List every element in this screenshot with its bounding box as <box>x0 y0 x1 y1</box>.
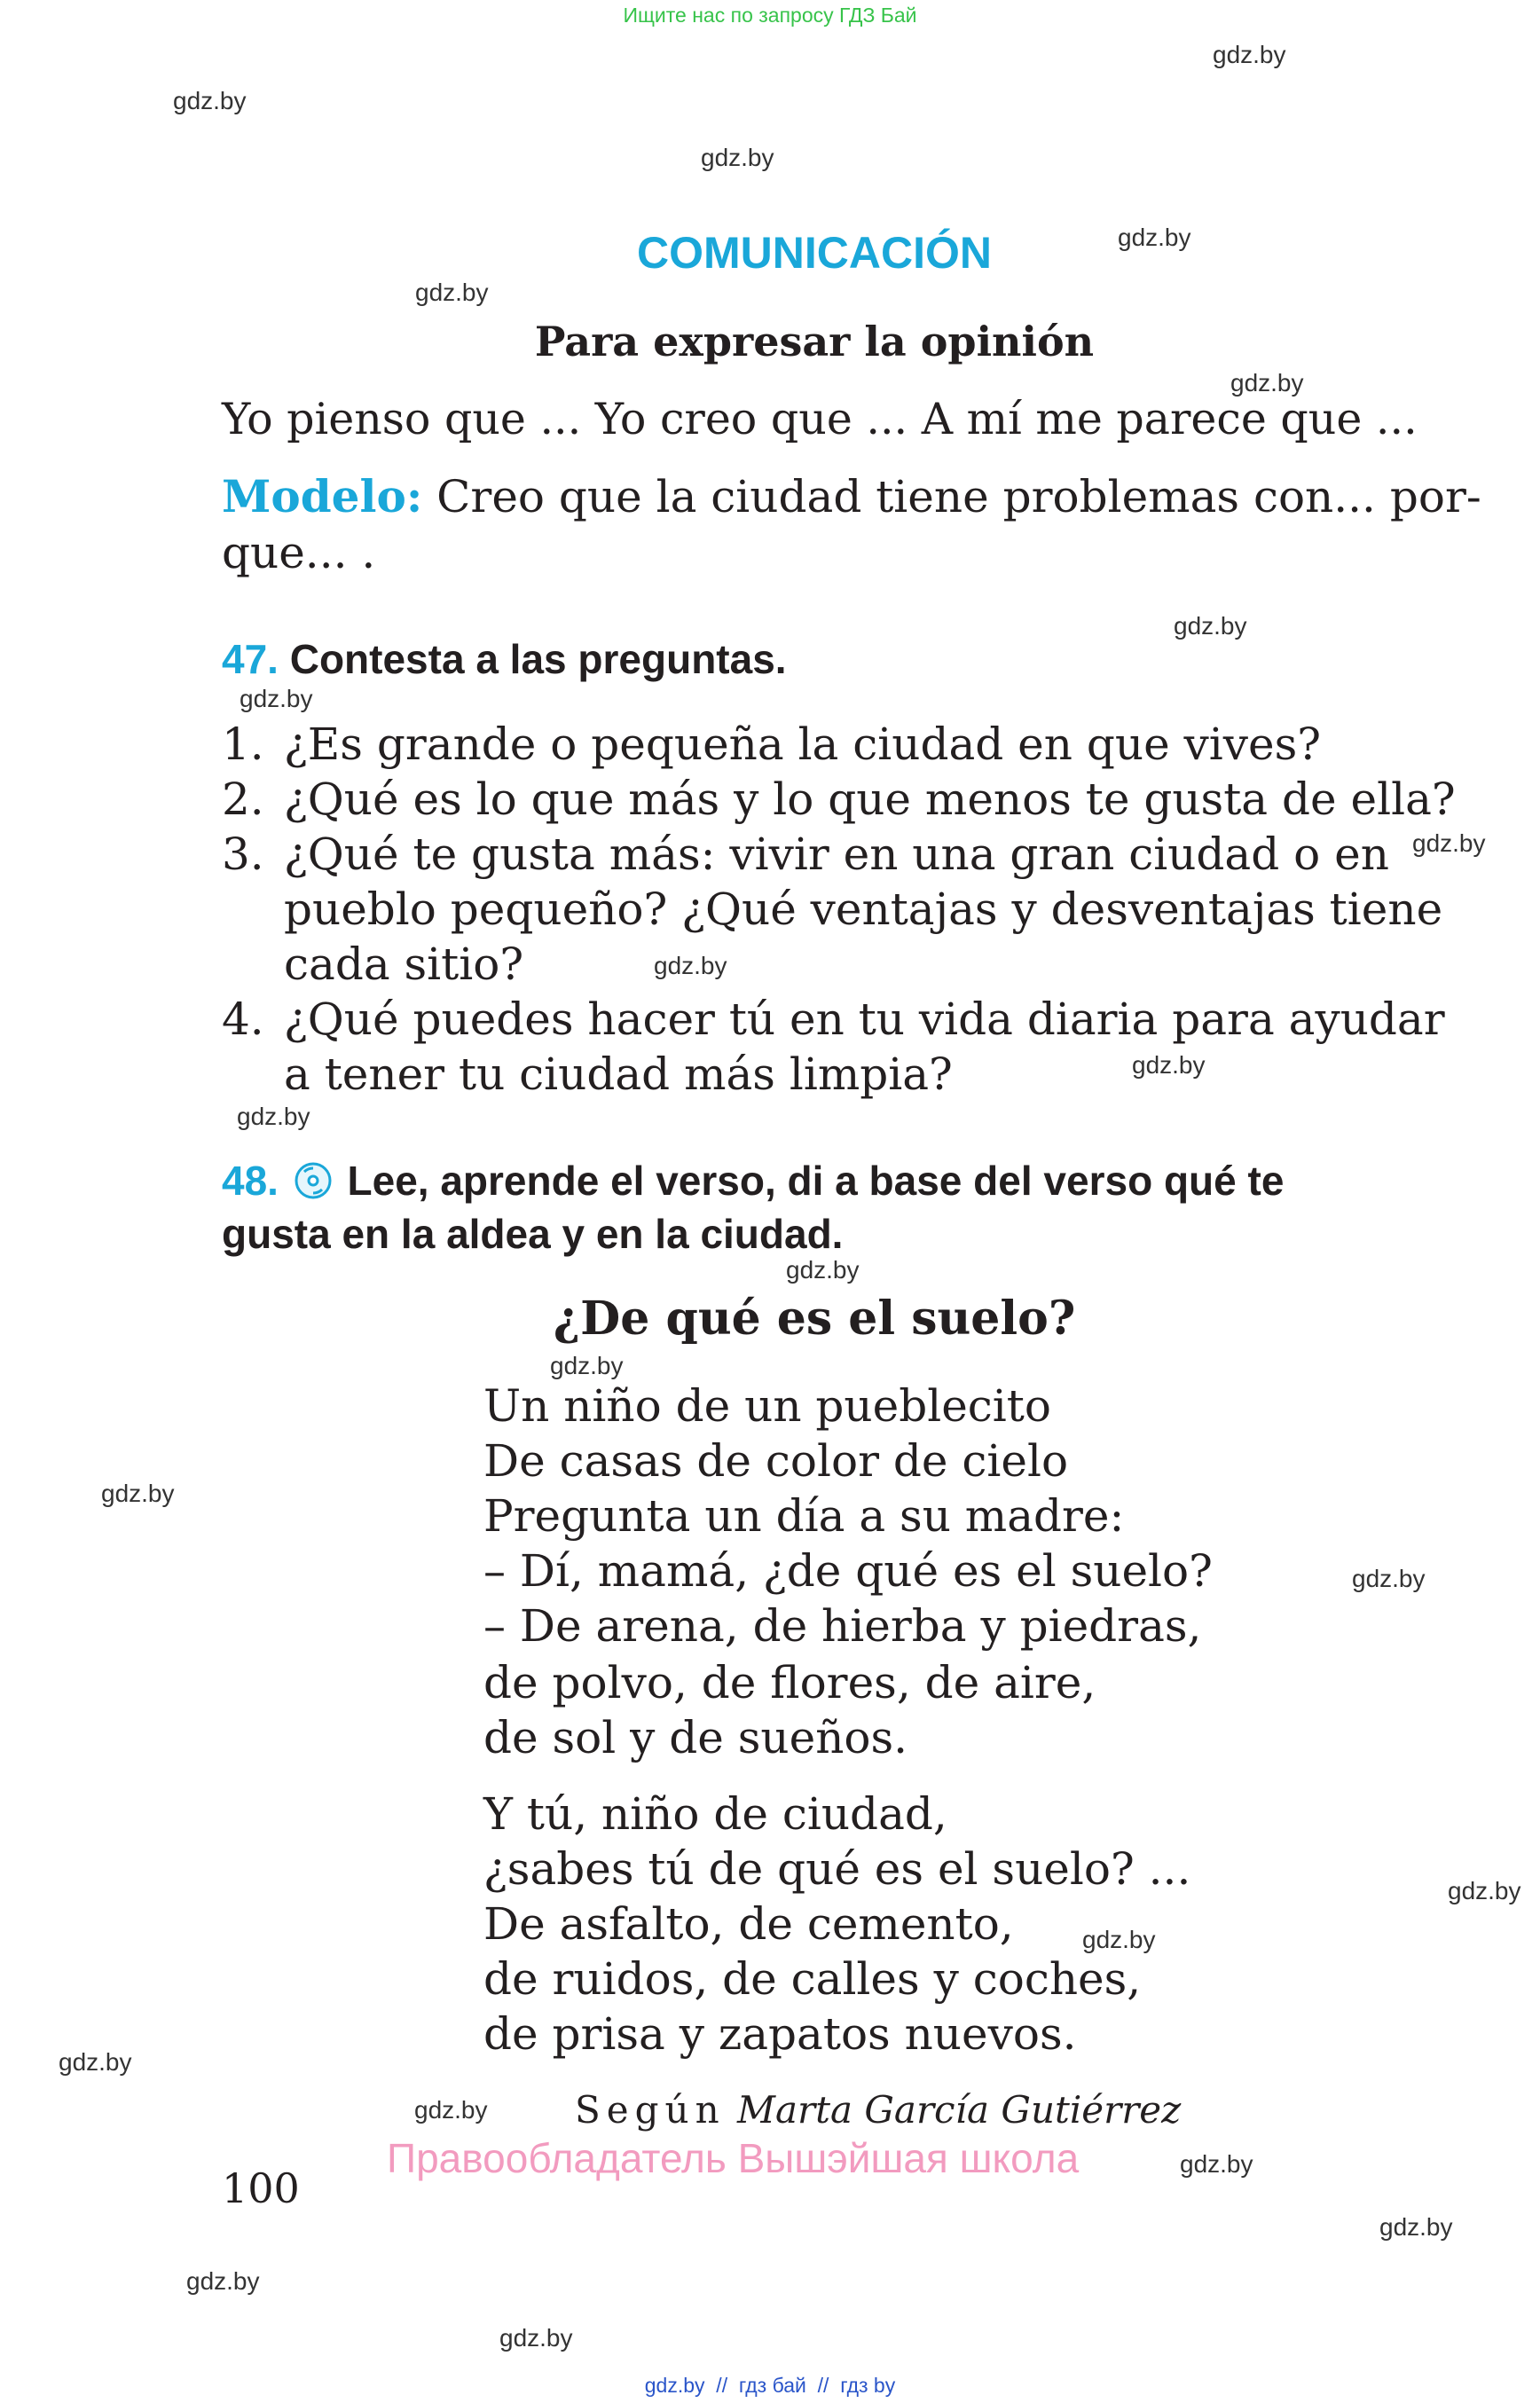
audio-cd-icon[interactable] <box>294 1161 333 1200</box>
watermark: gdz.by <box>1180 2150 1253 2178</box>
poem-line: de ruidos, de calles y coches, <box>483 1953 1142 2005</box>
watermark: gdz.by <box>1379 2213 1453 2241</box>
task-48-line1: Lee, aprende el verso, di a base del verso qué te <box>347 1158 1285 1204</box>
poem-line: de polvo, de flores, de aire, <box>483 1657 1096 1708</box>
question-4 <box>222 993 1445 1045</box>
question-3 <box>222 828 1389 880</box>
poem-line: ¿sabes tú de qué es el suelo? ... <box>483 1843 1191 1895</box>
rights-holder-notice: Правообладатель Вышэйшая школа <box>387 2135 1080 2181</box>
footer-links[interactable]: gdz.by // гдз бай // гдз by <box>644 2374 896 2397</box>
model-text-line2: que... . <box>222 527 376 578</box>
watermark: gdz.by <box>550 1352 624 1379</box>
poem-line: Un niño de un pueblecito <box>483 1380 1051 1432</box>
opinion-phrases: Yo pienso que ... Yo creo que ... A mí me parece que ... <box>222 394 1418 444</box>
watermark: gdz.by <box>1132 1051 1206 1079</box>
poem-title: ¿De qué es el suelo? <box>553 1292 1076 1346</box>
task-48-number: 48. <box>222 1158 279 1204</box>
poem-attribution <box>575 2088 1181 2132</box>
poem-line: De casas de color de cielo <box>483 1435 1069 1487</box>
watermark: gdz.by <box>1082 1926 1156 1953</box>
model-label: Modelo: <box>222 470 423 522</box>
opinion-heading: Para expresar la opinión <box>534 318 1095 365</box>
question-number: 3. <box>222 828 264 880</box>
task-47-number: 47. <box>222 636 279 682</box>
task-47-heading <box>222 635 787 683</box>
question-text: ¿Qué es lo que más y lo que menos te gusta de ella? <box>284 774 1456 825</box>
watermark: gdz.by <box>240 685 313 712</box>
watermark: gdz.by <box>1213 41 1286 68</box>
question-text: ¿Qué te gusta más: vivir en una gran ciudad o en <box>284 828 1389 880</box>
poem-line: – Dí, mamá, ¿de qué es el suelo? <box>483 1545 1213 1597</box>
task-47-period: . <box>774 636 787 682</box>
model-sentence <box>222 470 1481 522</box>
watermark: gdz.by <box>1412 829 1486 857</box>
watermark: gdz.by <box>173 87 247 114</box>
watermark: gdz.by <box>415 279 489 306</box>
question-3-line3: cada sitio? <box>284 938 524 990</box>
watermark: gdz.by <box>1352 1565 1426 1592</box>
watermark: gdz.by <box>1230 369 1304 397</box>
poem-line: de sol y de sueños. <box>483 1712 908 1763</box>
watermark: gdz.by <box>786 1256 860 1284</box>
watermark: gdz.by <box>414 2096 488 2124</box>
watermark: gdz.by <box>1448 1877 1521 1904</box>
attribution-prefix: Según <box>575 2088 726 2132</box>
attribution-author: Marta García Gutiérrez <box>736 2088 1182 2132</box>
top-banner[interactable]: Ищите нас по запросу ГДЗ Бай <box>623 4 917 27</box>
poem-line: De asfalto, de cemento, <box>483 1898 1014 1950</box>
watermark: gdz.by <box>101 1480 175 1507</box>
task-48-heading <box>222 1157 1284 1205</box>
question-text: ¿Qué puedes hacer tú en tu vida diaria para ayudar <box>284 993 1445 1045</box>
question-4-line2: a tener tu ciudad más limpia? <box>284 1048 953 1100</box>
task-47-instruction: Contesta a las preguntas <box>289 636 775 682</box>
question-number: 4. <box>222 993 264 1045</box>
question-2 <box>222 774 1456 825</box>
watermark: gdz.by <box>237 1103 310 1130</box>
question-1 <box>222 719 1321 770</box>
poem-line: Y tú, niño de ciudad, <box>483 1788 947 1840</box>
question-number: 2. <box>222 774 264 825</box>
watermark: gdz.by <box>701 144 774 171</box>
poem-line: de prisa y zapatos nuevos. <box>483 2008 1077 2060</box>
watermark: gdz.by <box>654 952 727 979</box>
page-number: 100 <box>222 2164 300 2212</box>
question-text: ¿Es grande o pequeña la ciudad en que vives? <box>284 719 1322 770</box>
section-title: COMUNICACIÓN <box>637 228 992 278</box>
question-3-line2: pueblo pequeño? ¿Qué ventajas y desventajas tiene <box>284 883 1443 935</box>
watermark: gdz.by <box>186 2267 260 2295</box>
model-text-line1: Creo que la ciudad tiene problemas con... por- <box>422 471 1481 522</box>
poem-line: Pregunta un día a su madre: <box>483 1490 1125 1542</box>
watermark: gdz.by <box>59 2048 132 2076</box>
watermark: gdz.by <box>1118 224 1191 251</box>
watermark: gdz.by <box>499 2324 573 2352</box>
watermark: gdz.by <box>1174 612 1247 640</box>
task-48-line2: gusta en la aldea y en la ciudad. <box>222 1211 844 1257</box>
poem-line: – De arena, de hierba y piedras, <box>483 1600 1202 1652</box>
question-number: 1. <box>222 719 264 770</box>
